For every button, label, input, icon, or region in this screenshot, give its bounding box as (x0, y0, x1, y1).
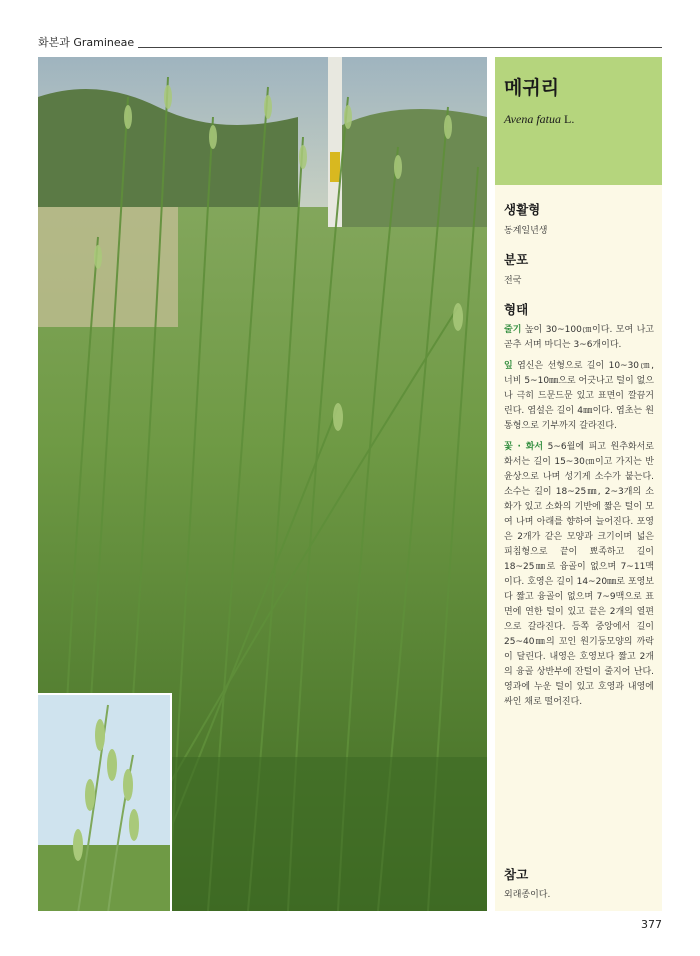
morphology-body (504, 323, 654, 716)
page-number: 377 (641, 918, 662, 931)
leaf-paragraph (504, 359, 654, 434)
title-box (495, 57, 662, 185)
korean-name: 메귀리 (504, 77, 560, 99)
scientific-binomial: Avena fatua (504, 112, 561, 126)
leaf-text: 엽신은 선형으로 길이 10~30㎝, 너비 5~10㎜으로 어긋나고 털이 없으나 극히 드문드문 있고 표면이 깔끔거린다. 엽설은 길이 4㎜이다. 엽초는 원통형으로 기부까지 갈라진다. (504, 361, 654, 431)
flower-label: 꽃 · 화서 (504, 442, 544, 452)
life-form-text: 동계일년생 (504, 226, 548, 236)
life-form-heading: 생활형 (504, 202, 541, 217)
distribution-text: 전국 (504, 276, 522, 286)
stem-text: 높이 30~100㎝이다. 모여 나고 곧추 서며 마디는 3~6개이다. (504, 325, 654, 350)
distribution-heading: 분포 (504, 252, 529, 267)
scientific-authority: L. (564, 112, 575, 126)
note-heading: 참고 (504, 867, 529, 882)
morphology-heading: 형태 (504, 302, 529, 317)
inset-photo (38, 693, 172, 911)
stem-paragraph (504, 323, 654, 353)
flower-paragraph (504, 440, 654, 710)
page-header (38, 36, 662, 50)
leaf-label: 잎 (504, 361, 513, 371)
note-text: 외래종이다. (504, 890, 551, 900)
species-info-panel (495, 57, 662, 911)
stem-label: 줄기 (504, 325, 522, 335)
header-text: 화본과 Gramineae (38, 36, 138, 50)
scientific-name (504, 112, 574, 127)
flower-text: 5~6월에 피고 원추화서로 화서는 길이 15~30㎝이고 가지는 반윤상으로 나며 성기게 소수가 붙는다. 소수는 길이 18~25㎜, 2~3개의 소화가 있고 소화의 기반에 짧은 털이 모여 나며 아래를 향하여 늘어진다. 포영은 2개가 같은 모양과 크기이며 넓은 피침형으로 끝이 뾰족하고 길이 18~25㎜로 융골이 없으며 7~11맥이다. 호영은 길이 14~20㎜로 포영보다 짧고 융골이 없으며 7~9맥으로 표면에 연한 털이 있고 끝은 2개의 열편으로 갈라진다. 등쪽 중앙에서 길이 25~40㎜의 꼬인 원기둥모양의 까락이 달린다. 내영은 호영보다 짧고 2개의 융골 상반부에 잔털이 줄지어 난다. 영과에 누운 털이 있고 호영과 내영에 싸인 채로 떨어진다. (504, 442, 654, 707)
